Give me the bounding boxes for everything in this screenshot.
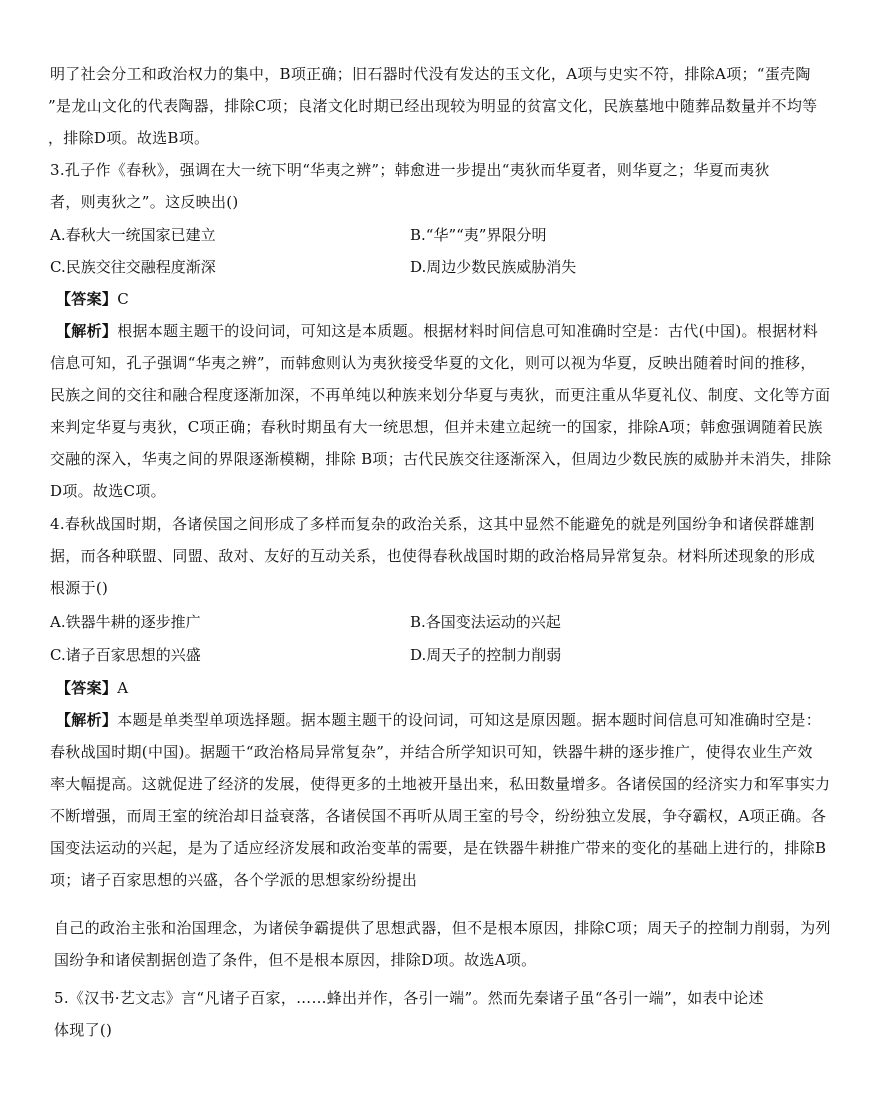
answer-value: A: [117, 679, 129, 697]
q4-option-a: A.铁器牛耕的逐步推广: [50, 613, 201, 631]
answer-value: C: [117, 290, 129, 308]
q3-option-a: A.春秋大一统国家已建立: [50, 226, 216, 244]
question-3-stem: 3.孔子作《春秋》，强调在大一统下明“华夷之辨”；韩愈进一步提出“夷狄而华夏者，则华夏之；华夏而夷狄: [50, 161, 770, 179]
analysis-text: 本题是单类型单项选择题。据本题主题干的设问词，可知这是原因题。据本题时间信息可知准确时空是：: [117, 711, 822, 729]
q3-option-c: C.民族交往交融程度渐深: [50, 258, 216, 276]
question-4-stem: 根源于(): [50, 579, 109, 597]
analysis-label: 【解析】: [56, 322, 118, 340]
q4-analysis-line: 项；诸子百家思想的兴盛，各个学派的思想家纷纷提出: [50, 871, 418, 889]
question-4-stem: 4.春秋战国时期，各诸侯国之间形成了多样而复杂的政治关系，这其中显然不能避免的就是列国纷争和诸侯群雄割: [50, 515, 815, 533]
question-5-stem: 体现了(): [54, 1021, 113, 1039]
q4-option-d: D.周天子的控制力削弱: [410, 646, 562, 664]
prev-explanation-line: ，排除D项。故选B项。: [48, 129, 210, 147]
q4-answer: [56, 678, 128, 698]
q4-option-c: C.诸子百家思想的兴盛: [50, 646, 201, 664]
question-3-stem: 者，则夷狄之”。这反映出(): [50, 193, 239, 211]
answer-label: 【答案】: [56, 679, 118, 697]
q4-analysis-line: 国纷争和诸侯割据创造了条件，但不是根本原因，排除D项。故选A项。: [54, 951, 537, 969]
q4-analysis-line: 国变法运动的兴起，是为了适应经济发展和政治变革的需要，是在铁器牛耕推广带来的变化的基础上进行的，排除B: [50, 839, 827, 857]
prev-explanation-line: ”是龙山文化的代表陶器，排除C项；良渚文化时期已经出现较为明显的贫富文化，民族墓地中随葬品数量并不均等: [48, 97, 818, 115]
question-4-stem: 据，而各种联盟、同盟、敌对、友好的互动关系，也使得春秋战国时期的政治格局异常复杂。材料所述现象的形成: [50, 547, 816, 565]
q3-analysis-line: D项。故选C项。: [50, 482, 166, 500]
analysis-label: 【解析】: [56, 711, 118, 729]
q4-analysis-line: 自己的政治主张和治国理念，为诸侯争霸提供了思想武器，但不是根本原因，排除C项；周天子的控制力削弱，为列: [54, 919, 831, 937]
q3-analysis-line: [56, 321, 818, 341]
q3-analysis-line: 交融的深入，华夷之间的界限逐渐模糊，排除 B项；古代民族交往逐渐深入，但周边少数民族的威胁并未消失，排除: [50, 450, 832, 468]
q3-analysis-line: 信息可知，孔子强调“华夷之辨”，而韩愈则认为夷狄接受华夏的文化，则可以视为华夏，反映出随着时间的推移，: [50, 354, 816, 372]
q3-analysis-line: 民族之间的交往和融合程度逐渐加深，不再单纯以种族来划分华夏与夷狄，而更注重从华夏礼仪、制度、文化等方面: [50, 386, 831, 404]
q3-option-d: D.周边少数民族威胁消失: [410, 258, 577, 276]
q4-analysis-line: 不断增强，而周王室的统治却日益衰落，各诸侯国不再听从周王室的号令，纷纷独立发展，争夺霸权，A项正确。各: [50, 807, 827, 825]
q4-analysis-line: 率大幅提高。这就促进了经济的发展，使得更多的土地被开垦出来，私田数量增多。各诸侯国的经济实力和军事实力: [50, 775, 831, 793]
q3-option-b: B.“华”“夷”界限分明: [410, 226, 547, 244]
q4-analysis-line: 春秋战国时期(中国)。据题干“政治格局异常复杂”，并结合所学知识可知，铁器牛耕的逐步推广，使得农业生产效: [50, 743, 813, 761]
prev-explanation-line: 明了社会分工和政治权力的集中，B项正确；旧石器时代没有发达的玉文化，A项与史实不符，排除A项；“蛋壳陶: [50, 65, 811, 83]
answer-label: 【答案】: [56, 290, 118, 308]
q4-option-b: B.各国变法运动的兴起: [410, 613, 561, 631]
q4-analysis-line: [56, 710, 821, 730]
question-5-stem: 5.《汉书·艺文志》言“凡诸子百家，……蜂出并作，各引一端”。然而先秦诸子虽“各引一端”，如表中论述: [54, 989, 764, 1007]
analysis-text: 根据本题主题干的设问词，可知这是本质题。根据材料时间信息可知准确时空是：古代(中国)。根据材料: [117, 322, 819, 340]
q3-analysis-line: 来判定华夏与夷狄，C项正确；春秋时期虽有大一统思想，但并未建立起统一的国家，排除A项；韩愈强调随着民族: [50, 418, 823, 436]
q3-answer: [56, 289, 129, 309]
